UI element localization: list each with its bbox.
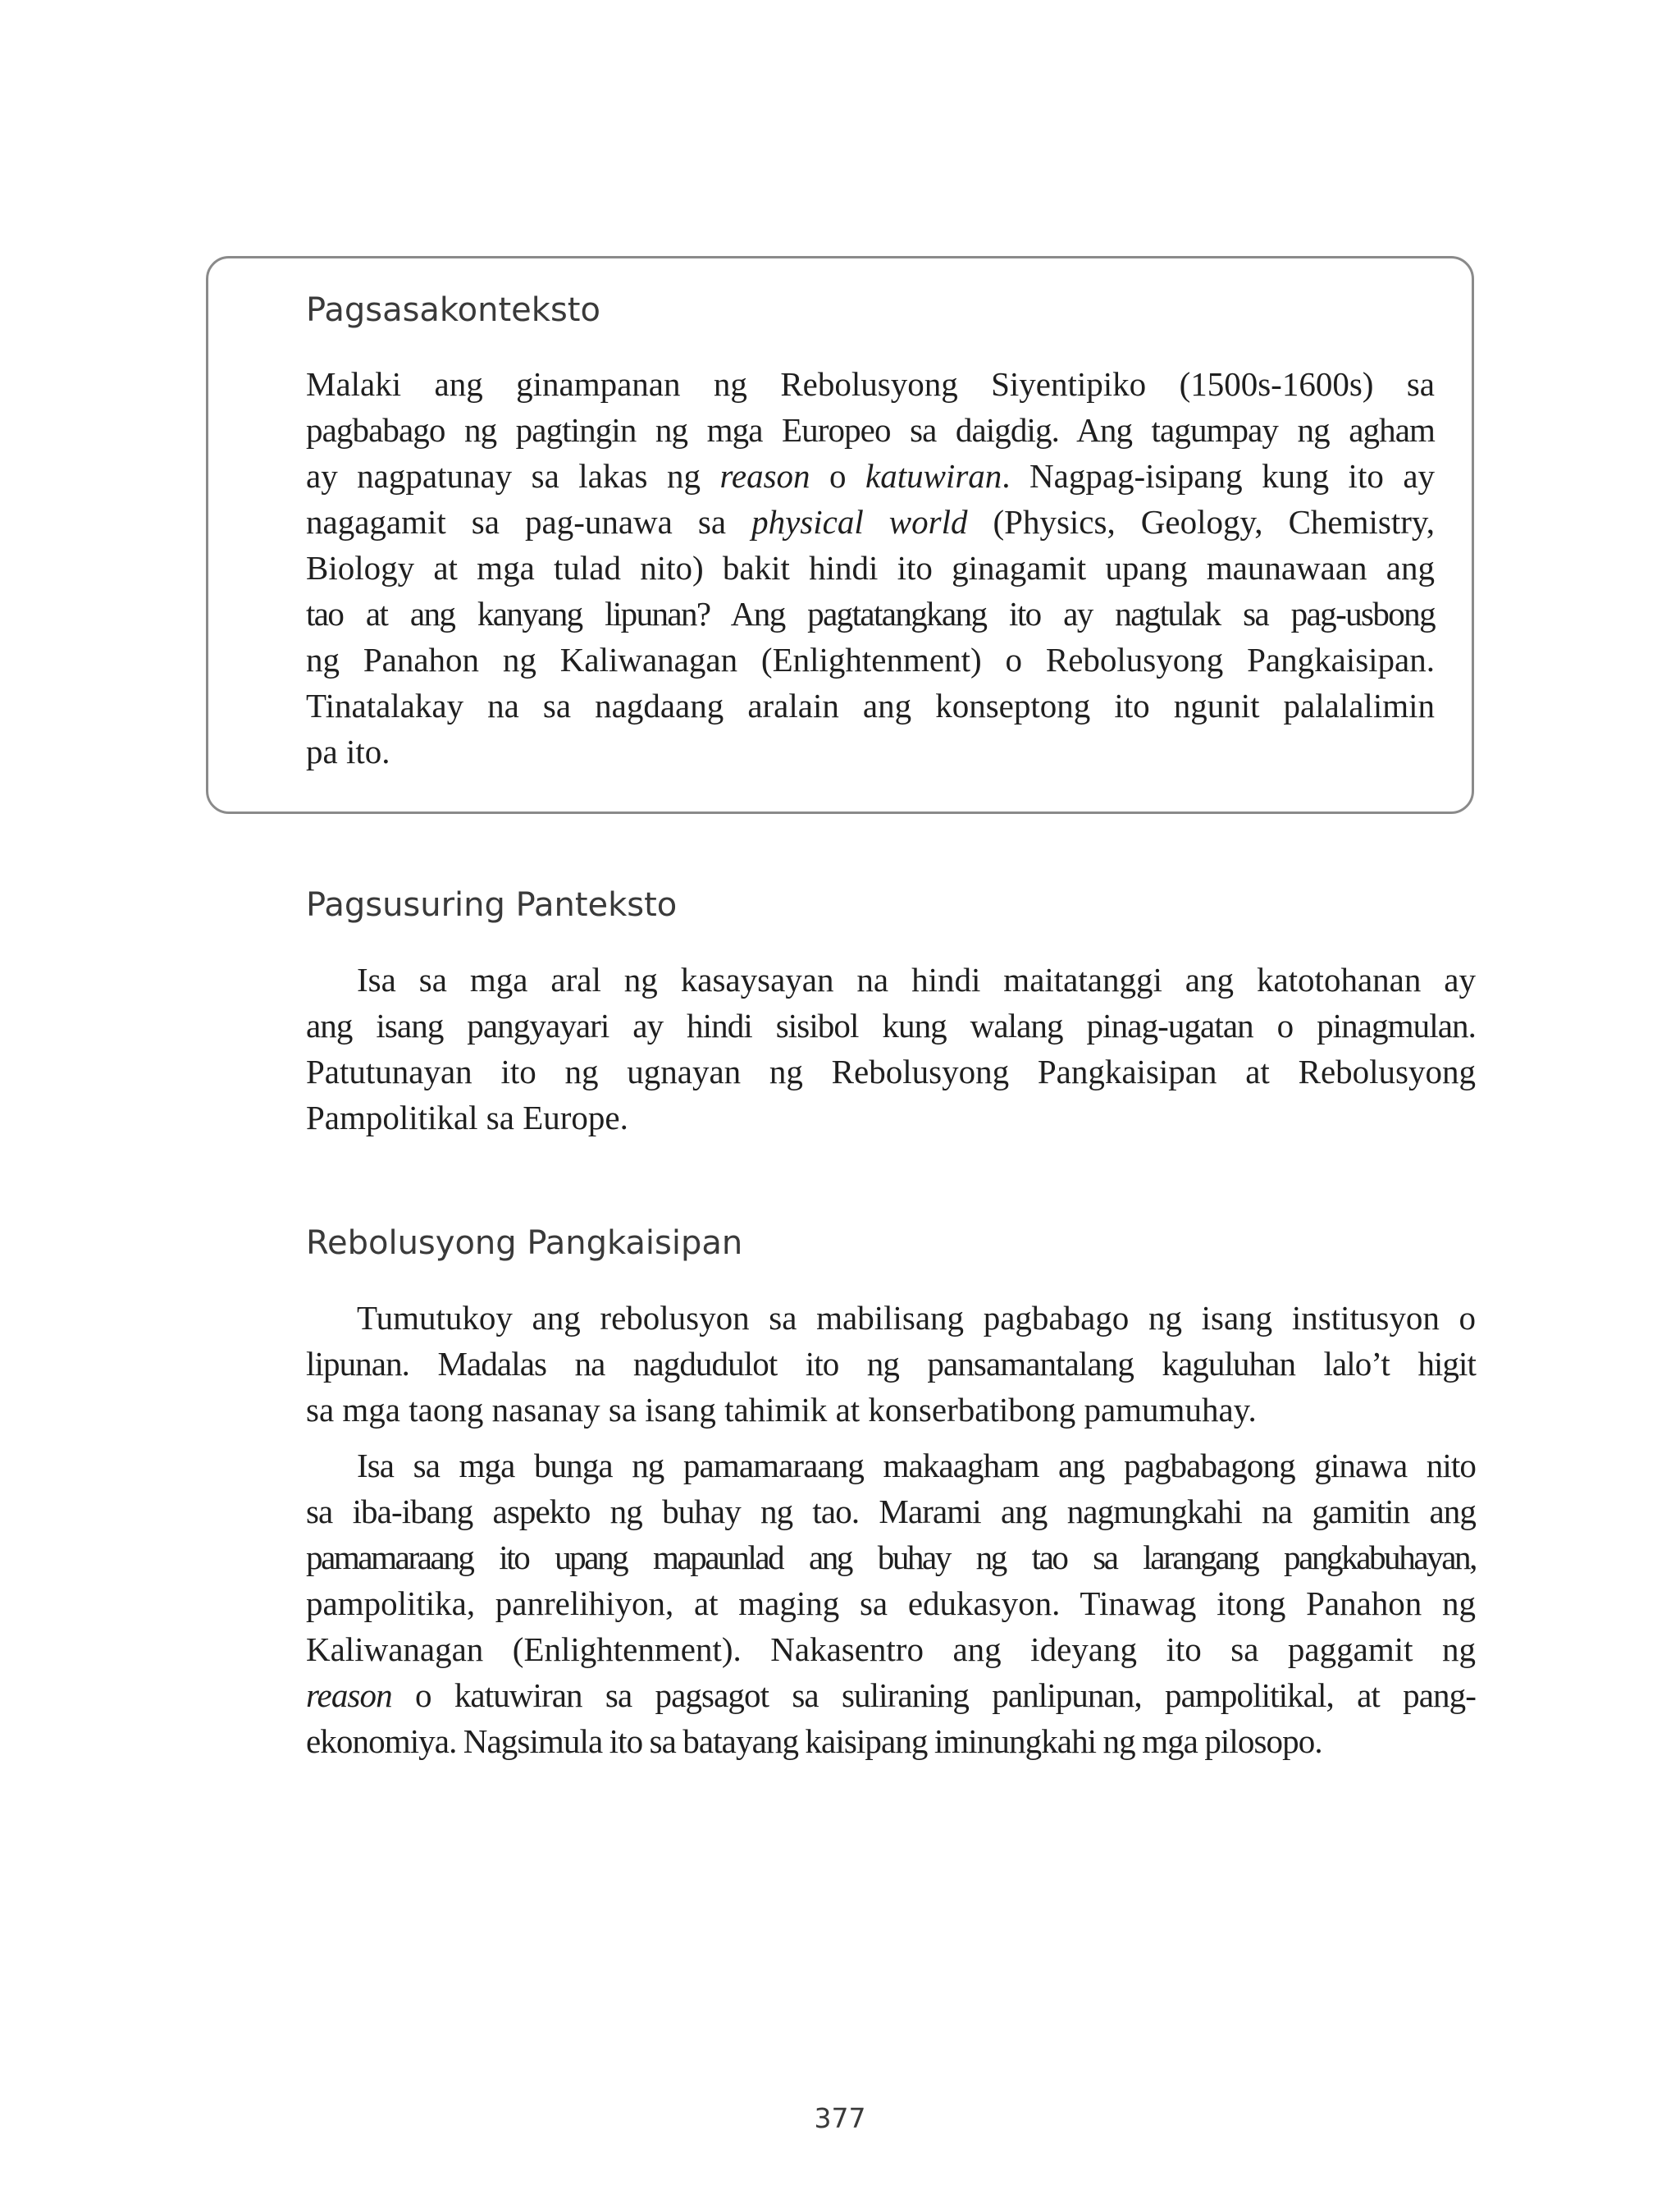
text-line: lipunan. Madalas na nagdudulot ito ng pansamantalang kaguluhan lalo’t higit [306, 1345, 1476, 1383]
page-number: 377 [814, 2102, 866, 2134]
text-line: Kaliwanagan (Enlightenment). Nakasentro ang ideyang ito sa paggamit ng [306, 1630, 1476, 1668]
text-line: Isa sa mga bunga ng pamamaraang makaagham ang pagbabagong ginawa nito [357, 1447, 1476, 1484]
panteksto-paragraph [306, 957, 1476, 1141]
text-line: tao at ang kanyang lipunan? Ang pagtatangkang ito ay nagtulak sa pag-usbong [306, 595, 1435, 633]
context-paragraph [306, 361, 1435, 775]
text-line: pagbabago ng pagtingin ng mga Europeo sa daigdig. Ang tagumpay ng agham [306, 411, 1435, 449]
italic-term-physical-world: physical world [751, 503, 968, 541]
text-line: ekonomiya. Nagsimula ito sa batayang kaisipang iminungkahi ng mga pilosopo. [306, 1722, 1322, 1760]
text-line: ang isang pangyayari ay hindi sisibol kung walang pinag-ugatan o pinagmulan. [306, 1007, 1476, 1045]
italic-term-reason: reason [719, 457, 810, 495]
context-heading: Pagsasakonteksto [306, 291, 600, 329]
italic-term-katuwiran: katuwiran [865, 457, 1002, 495]
text-line: Pampolitikal sa Europe. [306, 1099, 628, 1136]
text-line: pamamaraang ito upang mapaunlad ang buhay ng tao sa larangang pangkabuhayan, [306, 1538, 1476, 1576]
text-line: pampolitika, panrelihiyon, at maging sa edukasyon. Tinawag itong Panahon ng [306, 1584, 1476, 1622]
italic-term-reason: reason [306, 1676, 392, 1714]
text-line: nagagamit sa pag-unawa sa physical world (Physics, Geology, Chemistry, [306, 503, 1435, 541]
section-heading-pangkaisipan: Rebolusyong Pangkaisipan [306, 1224, 743, 1262]
text-line: reason o katuwiran sa pagsagot sa suliraning panlipunan, pampolitikal, at pang- [306, 1676, 1476, 1714]
text-line: ng Panahon ng Kaliwanagan (Enlightenment) o Rebolusyong Pangkaisipan. [306, 641, 1435, 679]
text-line: pa ito. [306, 733, 390, 770]
pangkaisipan-paragraph-1 [306, 1295, 1476, 1433]
text-line: Patutunayan ito ng ugnayan ng Rebolusyong Pangkaisipan at Rebolusyong [306, 1053, 1476, 1090]
text-line: Tinatalakay na sa nagdaang aralain ang konseptong ito ngunit palalalimin [306, 687, 1435, 725]
pangkaisipan-paragraph-2 [306, 1442, 1476, 1764]
text-line: Isa sa mga aral ng kasaysayan na hindi maitatanggi ang katotohanan ay [357, 961, 1476, 999]
text-line: ay nagpatunay sa lakas ng reason o katuwiran. Nagpag-isipang kung ito ay [306, 457, 1436, 495]
text-line: sa mga taong nasanay sa isang tahimik at konserbatibong pamumuhay. [306, 1391, 1257, 1429]
text-line: Biology at mga tulad nito) bakit hindi ito ginagamit upang maunawaan ang [306, 549, 1435, 587]
text-line: Malaki ang ginampanan ng Rebolusyong Siyentipiko (1500s-1600s) sa [306, 365, 1435, 403]
text-line: sa iba-ibang aspekto ng buhay ng tao. Marami ang nagmungkahi na gamitin ang [306, 1493, 1476, 1530]
section-heading-panteksto: Pagsusuring Panteksto [306, 886, 678, 924]
text-line: Tumutukoy ang rebolusyon sa mabilisang pagbabago ng isang institusyon o [357, 1299, 1476, 1337]
